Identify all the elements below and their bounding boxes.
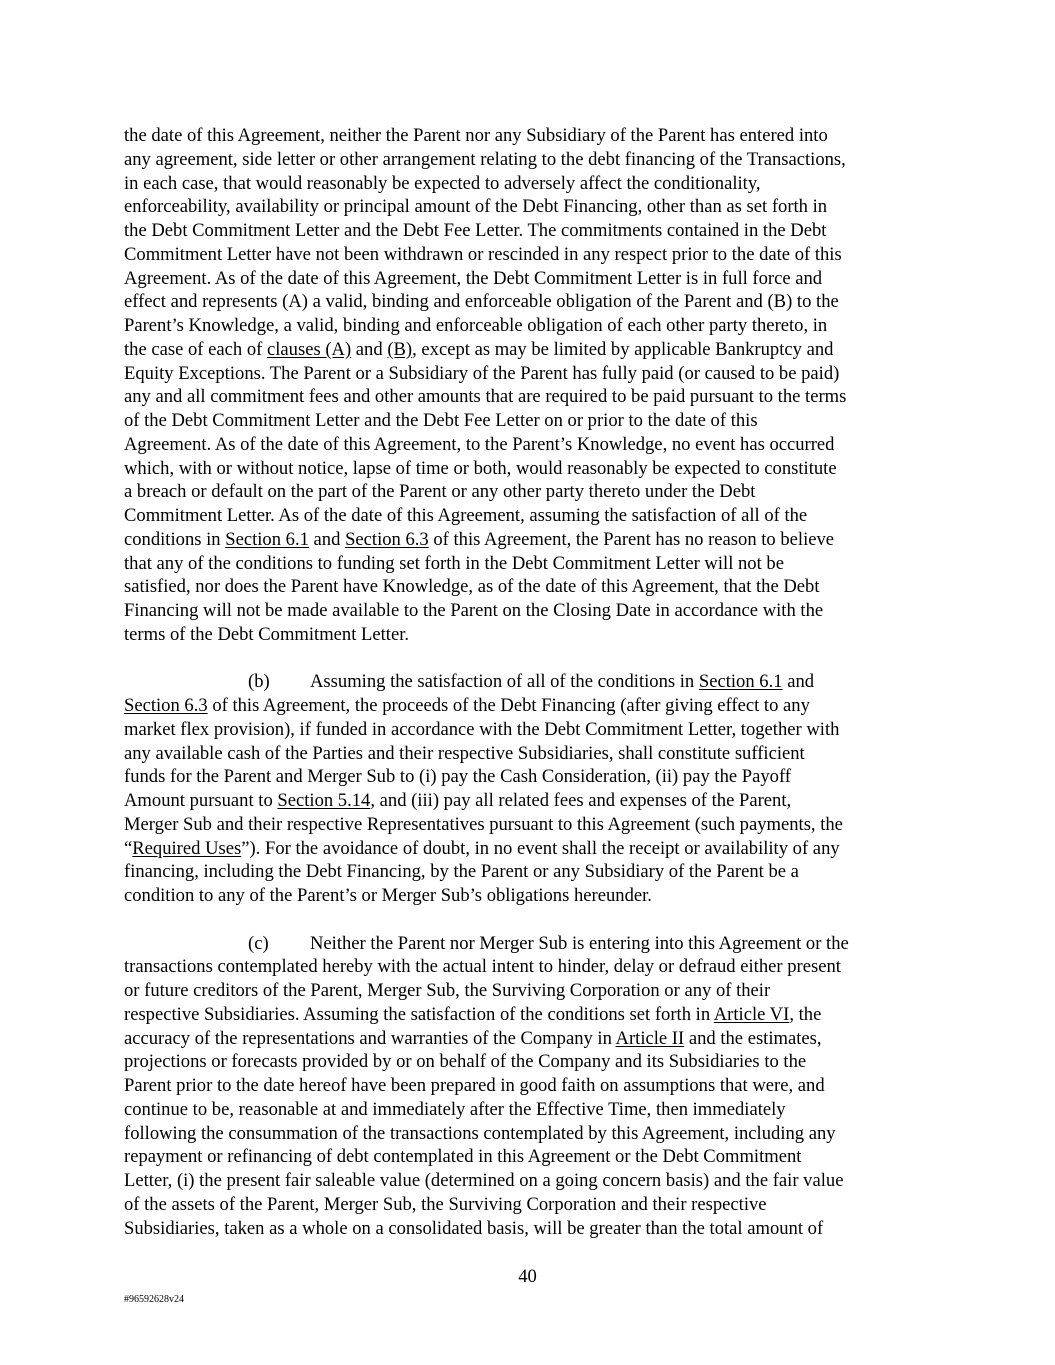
text-segment: of this Agreement, the proceeds of the Debt Financing (after giving effect to any (207, 695, 810, 716)
text-line: Parent prior to the date hereof have been prepared in good faith on assumptions that were, and (124, 1075, 825, 1096)
text-segment: respective Subsidiaries. Assuming the satisfaction of the conditions set forth in (124, 1003, 714, 1025)
section-reference-6-1: Section 6.1 (698, 671, 783, 693)
text-line: which, with or without notice, lapse of time or both, would reasonably be expected to constitute (124, 457, 837, 479)
text-line: effect and represents (A) a valid, binding and enforceable obligation of the Parent and (B) to the (124, 291, 839, 313)
text-line: that any of the conditions to funding set forth in the Debt Commitment Letter will not be (124, 552, 784, 574)
text-line (124, 338, 932, 362)
text-line: Financing will not be made available to the Parent on the Closing Date in accordance with the (124, 600, 824, 621)
text-segment: the case of each of (124, 338, 267, 360)
text-line: Commitment Letter. As of the date of this Agreement, assuming the satisfaction of all of the (124, 505, 808, 526)
text-segment: , the (789, 1003, 822, 1025)
text-line: enforceability, availability or principal amount of the Debt Financing, other than as set forth in (124, 196, 828, 218)
page-number: 40 (518, 1266, 537, 1287)
text-segment: , except as may be limited by applicable Bankruptcy and (412, 338, 834, 360)
text-line: repayment or refinancing of debt contemplated in this Agreement or the Debt Commitment (124, 1146, 802, 1168)
text-segment: Amount pursuant to (124, 790, 278, 811)
text-segment: Neither the Parent nor Merger Sub is entering into this Agreement or the (310, 932, 849, 954)
text-line: Letter, (i) the present fair saleable value (determined on a going concern basis) and the fair value (124, 1170, 844, 1191)
text-line (124, 670, 932, 694)
text-line: continue to be, reasonable at and immediately after the Effective Time, then immediately (124, 1098, 786, 1120)
text-segment: and (782, 671, 815, 693)
document-body (124, 124, 932, 1264)
text-line: any available cash of the Parties and their respective Subsidiaries, shall constitute sufficient (124, 742, 805, 764)
text-segment: conditions in (124, 528, 226, 550)
text-line: following the consummation of the transactions contemplated by this Agreement, including any (124, 1122, 836, 1144)
text-line: Agreement. As of the date of this Agreement, to the Parent’s Knowledge, no event has occurred (124, 433, 835, 455)
text-line: of the assets of the Parent, Merger Sub, the Surviving Corporation and their respective (124, 1193, 767, 1215)
text-segment: , and (iii) pay all related fees and expenses of the Parent, (370, 790, 792, 811)
paragraph-c (124, 932, 932, 1241)
text-line: in each case, that would reasonably be expected to adversely affect the conditionality, (124, 172, 761, 194)
text-line: of the Debt Commitment Letter and the Debt Fee Letter on or prior to the date of this (124, 410, 758, 431)
text-line: Subsidiaries, taken as a whole on a consolidated basis, will be greater than the total amount of (124, 1217, 824, 1239)
document-id: #96592628v24 (124, 1294, 184, 1305)
text-line: condition to any of the Parent’s or Merger Sub’s obligations hereunder. (124, 885, 652, 906)
text-segment: accuracy of the representations and warranties of the Company in (124, 1027, 616, 1049)
section-reference-5-14: Section 5.14 (277, 790, 371, 811)
text-line (124, 528, 932, 552)
text-segment: and (308, 528, 346, 550)
text-segment: and (351, 338, 388, 360)
text-line: the Debt Commitment Letter and the Debt Fee Letter. The commitments contained in the Debt (124, 220, 827, 241)
text-segment: ”). For the avoidance of doubt, in no event shall the receipt or availability of any (241, 837, 840, 859)
text-line (124, 1003, 932, 1027)
section-reference-6-3: Section 6.3 (124, 695, 208, 716)
text-line: any and all commitment fees and other amounts that are required to be paid pursuant to the terms (124, 386, 847, 408)
text-line (124, 789, 932, 813)
text-line (124, 837, 932, 861)
clause-reference-b: (B) (387, 338, 413, 360)
text-line (124, 932, 932, 956)
text-line: projections or forecasts provided by or on behalf of the Company and its Subsidiaries to the (124, 1051, 807, 1073)
text-segment: Assuming the satisfaction of all of the conditions in (310, 671, 699, 693)
text-line: Commitment Letter have not been withdrawn or rescinded in any respect prior to the date of this (124, 243, 842, 265)
paragraph-label-b: (b) (248, 671, 270, 693)
text-segment: and the estimates, (684, 1027, 822, 1049)
section-reference-6-3: Section 6.3 (345, 528, 429, 550)
text-line: a breach or default on the part of the Parent or any other party thereto under the Debt (124, 481, 756, 503)
text-line: Agreement. As of the date of this Agreement, the Debt Commitment Letter is in full force and (124, 267, 823, 289)
paragraph-label-c: (c) (248, 932, 269, 954)
text-line: terms of the Debt Commitment Letter. (124, 623, 410, 645)
text-segment: “ (124, 837, 133, 859)
article-reference-ii: Article II (615, 1027, 685, 1049)
text-line: or future creditors of the Parent, Merger Sub, the Surviving Corporation or any of their (124, 980, 771, 1001)
text-segment: of this Agreement, the Parent has no reason to believe (428, 528, 835, 550)
paragraph-a (124, 124, 932, 647)
text-line (124, 1027, 932, 1051)
text-line (124, 694, 932, 718)
text-line: any agreement, side letter or other arrangement relating to the debt financing of the Transactions, (124, 148, 846, 170)
clause-reference-a: clauses (A) (267, 338, 352, 360)
text-line: Equity Exceptions. The Parent or a Subsidiary of the Parent has fully paid (or caused to be paid) (124, 362, 840, 384)
text-line: market flex provision), if funded in accordance with the Debt Commitment Letter, together with (124, 718, 840, 740)
text-line: the date of this Agreement, neither the Parent nor any Subsidiary of the Parent has entered into (124, 125, 828, 146)
defined-term-required-uses: Required Uses (132, 837, 242, 859)
text-line: Parent’s Knowledge, a valid, binding and enforceable obligation of each other party thereto, in (124, 315, 828, 336)
text-line: funds for the Parent and Merger Sub to (i) pay the Cash Consideration, (ii) pay the Payoff (124, 766, 791, 788)
text-line: satisfied, nor does the Parent have Knowledge, as of the date of this Agreement, that the Debt (124, 576, 820, 598)
paragraph-b (124, 670, 932, 908)
text-line: Merger Sub and their respective Representatives pursuant to this Agreement (such payments, the (124, 813, 843, 835)
section-reference-6-1: Section 6.1 (225, 528, 309, 550)
article-reference-vi: Article VI (713, 1003, 790, 1025)
text-line: financing, including the Debt Financing, by the Parent or any Subsidiary of the Parent be a (124, 861, 799, 883)
text-line: transactions contemplated hereby with the actual intent to hinder, delay or defraud either present (124, 956, 841, 978)
